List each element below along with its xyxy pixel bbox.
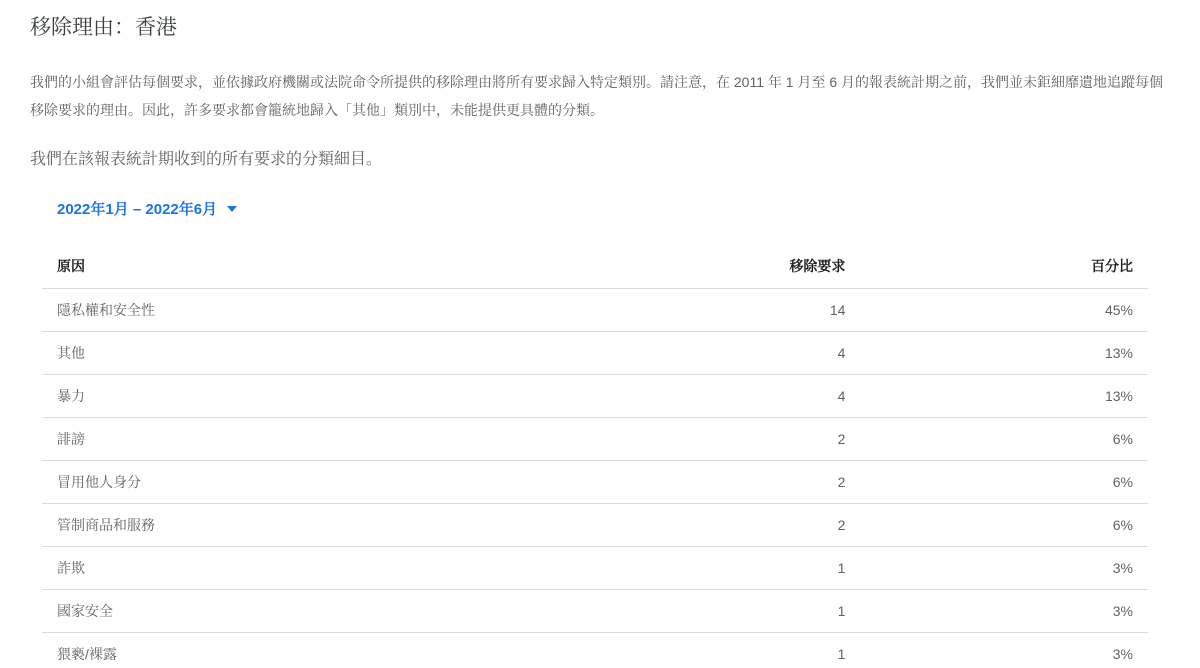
reason-cell: 管制商品和服務 — [42, 504, 639, 547]
subtitle-text: 我們在該報表統計期收到的所有要求的分類細目。 — [30, 151, 383, 168]
table-row — [42, 332, 1148, 375]
reason-cell: 國家安全 — [42, 590, 639, 633]
reason-cell: 誹謗 — [42, 418, 639, 461]
requests-cell: 2 — [639, 418, 860, 461]
date-range-selector[interactable] — [57, 198, 237, 219]
reason-cell: 詐欺 — [42, 547, 639, 590]
column-header-percent: 百分比 — [860, 245, 1148, 289]
percent-cell: 3% — [860, 633, 1148, 668]
requests-cell: 2 — [639, 504, 860, 547]
table-row — [42, 633, 1148, 668]
percent-cell: 13% — [860, 375, 1148, 418]
percent-cell: 6% — [860, 461, 1148, 504]
percent-cell: 6% — [860, 418, 1148, 461]
table-header-row — [42, 245, 1148, 289]
requests-cell: 2 — [639, 461, 860, 504]
removal-reasons-table — [42, 245, 1148, 668]
percent-cell: 3% — [860, 547, 1148, 590]
percent-cell: 45% — [860, 289, 1148, 332]
date-range-label: 2022年1月 – 2022年6月 — [57, 201, 218, 218]
reason-cell: 其他 — [42, 332, 639, 375]
percent-cell: 6% — [860, 504, 1148, 547]
table-row — [42, 547, 1148, 590]
percent-cell: 13% — [860, 332, 1148, 375]
requests-cell: 1 — [639, 633, 860, 668]
description-text: 我們的小組會評估每個要求，並依據政府機關或法院命令所提供的移除理由將所有要求歸入特定類別。請注意，在 2011 年 1 月至 6 月的報表統計期之前，我們並未鉅細靡遺地追蹤每個移除要求的理由。因此，許多要求都會籠統地歸入「其他」類別中，未能提供更具體的分類。 — [30, 74, 1164, 118]
requests-cell: 1 — [639, 547, 860, 590]
requests-cell: 4 — [639, 375, 860, 418]
column-header-requests: 移除要求 — [639, 245, 860, 289]
table-row — [42, 461, 1148, 504]
table-row — [42, 590, 1148, 633]
percent-cell: 3% — [860, 590, 1148, 633]
table-row — [42, 375, 1148, 418]
table-row — [42, 289, 1148, 332]
table-row — [42, 418, 1148, 461]
reason-cell: 冒用他人身分 — [42, 461, 639, 504]
table-row — [42, 504, 1148, 547]
requests-cell: 14 — [639, 289, 860, 332]
reason-cell: 隱私權和安全性 — [42, 289, 639, 332]
requests-cell: 1 — [639, 590, 860, 633]
reason-cell: 暴力 — [42, 375, 639, 418]
requests-cell: 4 — [639, 332, 860, 375]
column-header-reason: 原因 — [42, 245, 639, 289]
caret-down-icon — [227, 206, 237, 212]
reason-cell: 猥褻/裸露 — [42, 633, 639, 668]
page-title: 移除理由：香港 — [30, 16, 177, 39]
